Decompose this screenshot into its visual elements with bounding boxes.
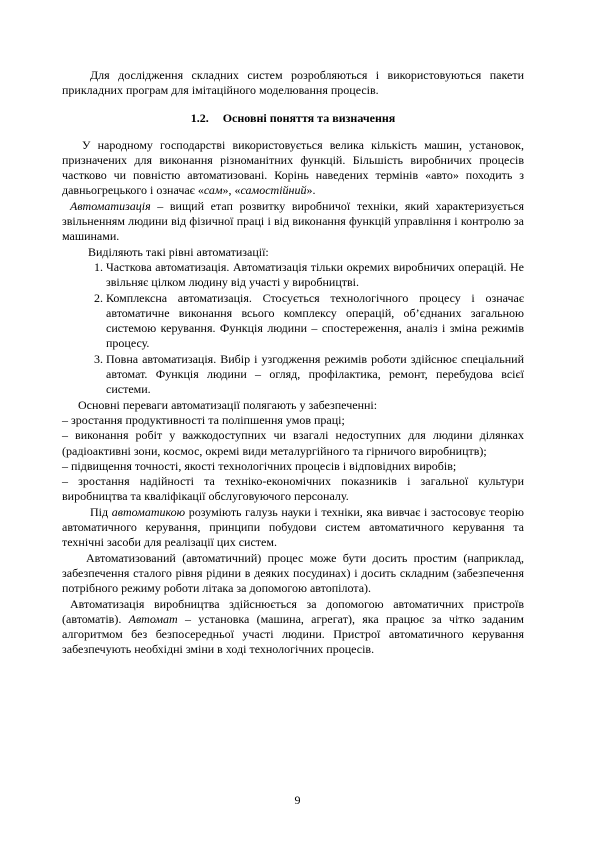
p2-text: – вищий етап розвитку виробничої техніки, який характеризується звільненням людини від фізичної праці і від виконання функцій управління і контролю за машинами.	[62, 198, 524, 244]
paragraph-automated-process: Автоматизований (автоматичний) процес може бути досить простим (наприклад, забезпечення сталого рівня рідини в деяких посудинах) і досить складним (забезпечення потрібного режиму роботи літака за допомогою автопілота).	[62, 550, 524, 596]
paragraph-intro-terms	[62, 138, 524, 199]
benefit-item: – зростання продуктивності та поліпшення умов праці;	[62, 412, 345, 427]
paragraph-automaton	[62, 597, 524, 658]
list-item: 1. Часткова автоматизація. Автоматизація тільки окремих виробничих операцій. Не звільняє цілком людину від участі у виробництві.	[106, 260, 524, 291]
p1-em-samostiinyi: самостійний	[240, 183, 307, 198]
levels-list	[62, 260, 524, 398]
benefit-item: – підвищення точності, якості технологічних процесів і відповідних виробів;	[62, 458, 457, 473]
section-title: Основні поняття та визначення	[222, 110, 396, 125]
term-automatics: автоматикою	[111, 504, 186, 519]
list-item: 3. Повна автоматизація. Вибір і узгодження режимів роботи здійснює спеціальний автомат. Функція людини – огляд, профілактика, ремонт, перебудова всієї системи.	[106, 352, 524, 398]
term-automation: Автоматизація	[70, 198, 151, 213]
section-number: 1.2.	[190, 110, 209, 125]
p3-text: розуміють галузь науки і техніки, яка вивчає і застосовує теорію автоматичного керування, принципи побудови систем автоматичного керування та технічні засоби для реалізації цих систем.	[62, 504, 524, 550]
p1-em-sam: сам	[203, 183, 223, 198]
p5-text: – установка (машина, агрегат), яка працює за чітко заданим алгоритмом без безпосередньої участі людини. Пристрої автоматичного керування забезпечують необхідні зміни в ході технологічних процесів.	[62, 611, 524, 657]
intro-paragraph: Для дослідження складних систем розробляються і використовуються пакети прикладних програм для імітаційного моделювання процесів.	[62, 68, 524, 98]
p1-mid: », «	[222, 183, 241, 198]
paragraph-automatics	[62, 505, 524, 551]
levels-lead: Виділяють такі рівні автоматизації:	[88, 244, 269, 259]
paragraph-automation-definition	[62, 199, 524, 245]
section-heading	[62, 111, 524, 126]
p3-pre: Під	[90, 504, 112, 519]
term-automaton: Автомат	[128, 611, 178, 626]
benefits-lead: Основні переваги автоматизації полягають у забезпеченні:	[78, 397, 378, 412]
benefit-item: – зростання надійності та техніко-економічних показників і загальної культури виробництва та кваліфікації обслуговуючого персоналу.	[62, 474, 524, 504]
p1-text: У народному господарстві використовується велика кількість машин, установок, призначених для виконання різноманітних функцій. Більшість виробничих процесів частково чи повністю автоматизовані. Корінь наведених термінів «авто» походить з давньогрецького і означає «	[62, 137, 524, 198]
p1-end: ».	[306, 183, 316, 198]
page-number: 9	[294, 793, 301, 807]
p5-pre: Автоматизація виробництва здійснюється за допомогою автоматичних пристроїв (автоматів).	[62, 596, 524, 626]
list-item: 2. Комплексна автоматизація. Стосується технологічного процесу і означає автоматичне виконання всього комплексу операцій, об’єднаних загальною системою керування. Функція людини – спостереження, аналіз і зміна режимів процесу.	[106, 291, 524, 352]
benefit-item: – виконання робіт у важкодоступних чи взагалі недоступних для людини ділянках (радіоактивні зони, космос, окремі види металургійного та гірничого виробництв);	[62, 428, 524, 458]
page-body	[62, 68, 524, 658]
